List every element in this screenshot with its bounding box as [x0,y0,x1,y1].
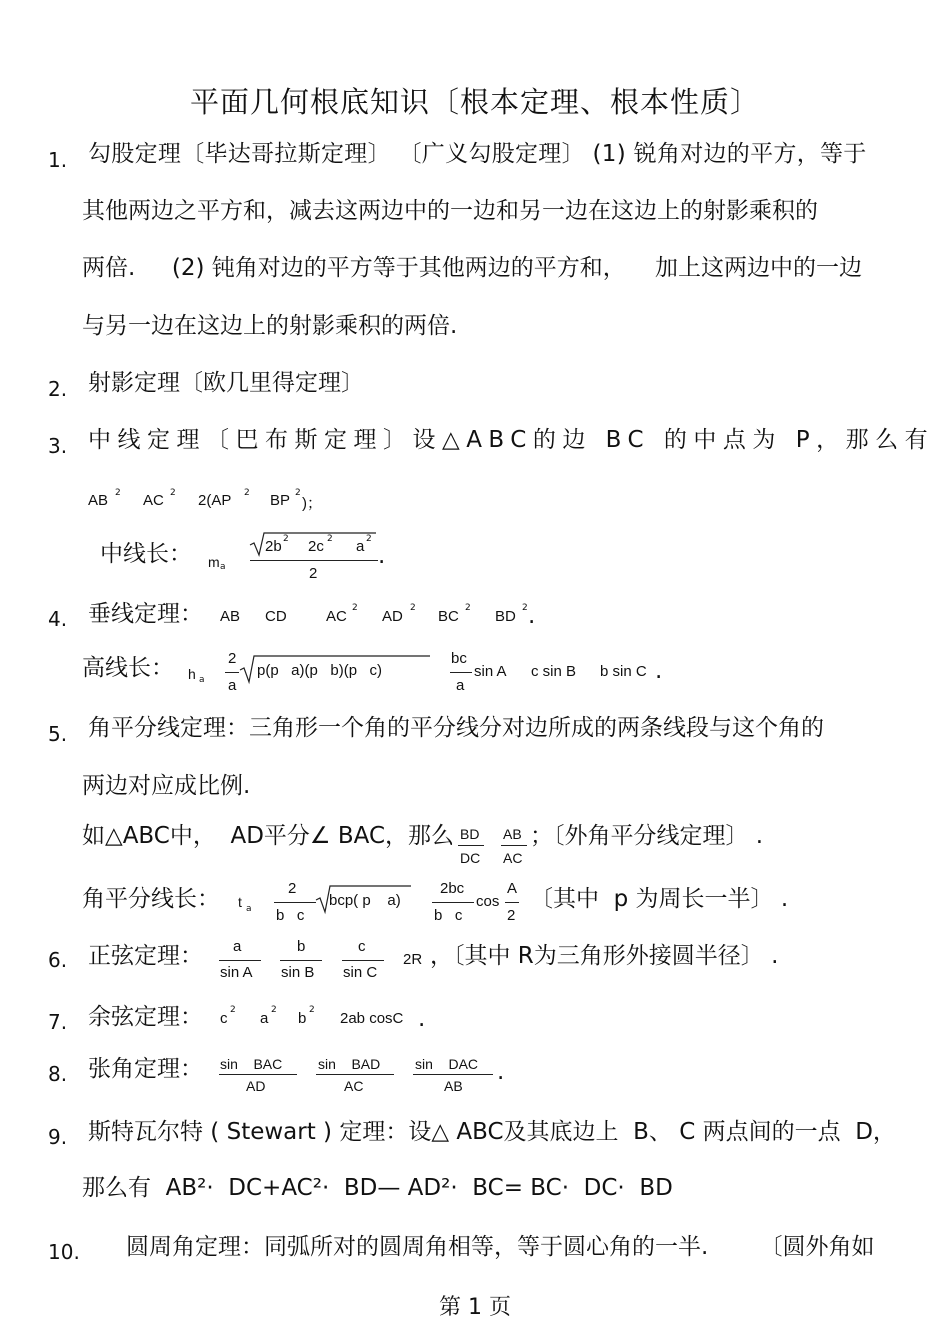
median-num-2c: 2c [308,538,324,555]
example-dc: DC [460,850,481,866]
item-2-text: 射影定理〔欧几里得定理〕 [88,370,364,396]
fraction-bar [450,672,472,673]
fraction-bar [219,1074,297,1075]
height-end: . [655,658,663,684]
fraction-bar [505,902,519,903]
item-5-line-1: 角平分线定理：三角形一个角的平分线分对边所成的两条线段与这个角的 [88,715,824,741]
formula-sup: 2 [271,1005,277,1015]
formula-sup: 2 [170,488,176,498]
angle-f2-den: AC [344,1078,364,1094]
item-1-number: 1. [48,148,68,172]
sine-sinC: sin C [343,964,378,981]
item-6-number: 6. [48,948,68,972]
angle-f2-num: sin BAD [318,1056,381,1072]
sine-sinA: sin A [220,964,253,981]
item-7-text: 余弦定理： [88,1004,203,1030]
bisector-label: 角平分线长： [82,886,220,912]
page-footer: 第 1 页 [439,1295,511,1320]
angle-f3-num: sin DAC [415,1056,479,1072]
item-5-number: 5. [48,722,68,746]
sine-post: ，〔其中 R为三角形外接圆半径〕 . [430,943,779,969]
bisector-root: bcp( p a) [329,892,401,909]
bisector-bc2: b c [434,907,463,924]
fraction-bar [458,845,484,846]
formula-ab: AB [220,608,241,625]
item-1-line-2: 其他两边之平方和，减去这两边中的一边和另一边在这边上的射影乘积的 [82,198,818,224]
formula-sup: 2 [352,603,358,613]
height-h: h [188,666,196,682]
formula-ad: AD [382,608,403,625]
example-ab: AB [503,826,522,842]
formula-sup: 2 [309,1005,315,1015]
height-a2: a [456,677,465,694]
formula-sup: 2 [366,534,372,544]
cosine-c: c [220,1010,228,1027]
cosine-rest: 2ab cosC [340,1010,404,1027]
item-9-line-1: 斯特瓦尔特 ( Stewart ) 定理：设△ ABC及其底边上 B、 C 两点间的一点 D， [88,1119,896,1145]
bisector-t-sub: a [246,904,252,914]
item-3-text: 中线定理〔巴布斯定理〕设△ABC的边 BC 的中点为 P，那么有 [88,427,935,453]
angle-f1-den: AD [246,1078,266,1094]
formula-bp: BP [270,492,291,509]
item-9-line-2: 那么有 AB²· DC+AC²· BD— AD²· BC= BC· DC· BD [82,1175,673,1201]
angle-end: . [497,1059,505,1085]
item-2-number: 2. [48,377,68,401]
median-m: m [208,554,220,570]
bisector-post: 〔其中 p 为周长一半〕 . [530,886,789,912]
bisector-bc-den: b c [276,907,305,924]
formula-sup: 2 [230,1005,236,1015]
sine-b: b [297,938,306,955]
fraction-bar [413,1074,493,1075]
example-bd: BD [460,826,480,842]
height-bsinC: b sin C [600,663,647,680]
item-4-number: 4. [48,607,68,631]
item-1-line-3: 两倍. (2) 钝角对边的平方等于其他两边的平方和， 加上这两边中的一边 [82,255,863,281]
item-1-line-4: 与另一边在这边上的射影乘积的两倍. [82,313,458,339]
formula-cd: CD [265,608,287,625]
formula-ac: AC [143,492,164,509]
item-9-number: 9. [48,1125,68,1149]
cosine-b: b [298,1010,307,1027]
height-a: a [228,677,237,694]
formula-ac: AC [326,608,347,625]
bisector-t: t [238,894,242,910]
item-8-number: 8. [48,1062,68,1086]
formula-bd: BD [495,608,516,625]
bisector-two2: 2 [507,907,516,924]
fraction-bar [225,672,239,673]
formula-sup: 2 [410,603,416,613]
formula-sup: 2 [465,603,471,613]
fraction-bar [342,960,384,961]
item-6-text: 正弦定理： [88,943,203,969]
formula-sup: 2 [244,488,250,498]
sine-2R: 2R [403,951,423,968]
height-label: 高线长： [82,655,174,681]
bisector-A: A [507,880,518,897]
fraction-bar [274,902,316,903]
formula-ab: AB [88,492,109,509]
height-h-sub: a [199,675,205,685]
formula-sup: 2 [327,534,333,544]
example-post: ；〔外角平分线定理〕 . [530,823,764,849]
bisector-cos: cos [476,893,500,910]
example-pre: 如△ABC中， AD平分∠ BAC，那么 [82,823,455,849]
height-csinB: c sin B [531,663,577,680]
fraction-bar [501,845,527,846]
height-bc: bc [451,650,467,667]
height-sinA: sin A [474,663,507,680]
median-end: . [378,543,386,569]
angle-f1-num: sin BAC [220,1056,283,1072]
median-m-sub: a [220,562,226,572]
sine-a: a [233,938,242,955]
fraction-bar [280,960,322,961]
item-10-text: 圆周角定理：同弧所对的圆周角相等，等于圆心角的一半. 〔圆外角如 [126,1234,875,1260]
formula-2ap: 2(AP [198,492,232,509]
median-num-2b: 2b [265,538,282,555]
item-3-number: 3. [48,434,68,458]
median-num-a: a [356,538,365,555]
formula-close: )； [302,495,322,512]
page-title: 平面几何根底知识〔根本定理、根本性质〕 [189,85,760,119]
item-5-line-2: 两边对应成比例. [82,773,251,799]
fraction-bar [250,560,378,561]
fraction-bar [432,902,474,903]
height-root: p(p a)(p b)(p c) [257,662,383,679]
sine-c: c [358,938,366,955]
example-ac: AC [503,850,523,866]
formula-end: . [528,603,536,629]
item-4-text: 垂线定理： [88,601,203,627]
item-1-line-1: 勾股定理〔毕达哥拉斯定理〕 〔广义勾股定理〕 (1) 锐角对边的平方，等于 [88,141,867,167]
cosine-end: . [418,1006,426,1032]
angle-f3-den: AB [444,1078,463,1094]
item-10-number: 10. [48,1240,80,1264]
bisector-two: 2 [288,880,297,897]
item-7-number: 7. [48,1010,68,1034]
median-label: 中线长： [100,541,192,567]
fraction-bar [316,1074,394,1075]
fraction-bar [219,960,261,961]
item-8-text: 张角定理： [88,1056,203,1082]
formula-sup: 2 [522,603,528,613]
height-two: 2 [228,650,237,667]
formula-sup: 2 [115,488,121,498]
formula-sup: 2 [295,488,301,498]
bisector-2bc: 2bc [440,880,465,897]
formula-sup: 2 [283,534,289,544]
cosine-a: a [260,1010,269,1027]
median-den: 2 [309,565,318,582]
sine-sinB: sin B [281,964,315,981]
formula-bc: BC [438,608,459,625]
